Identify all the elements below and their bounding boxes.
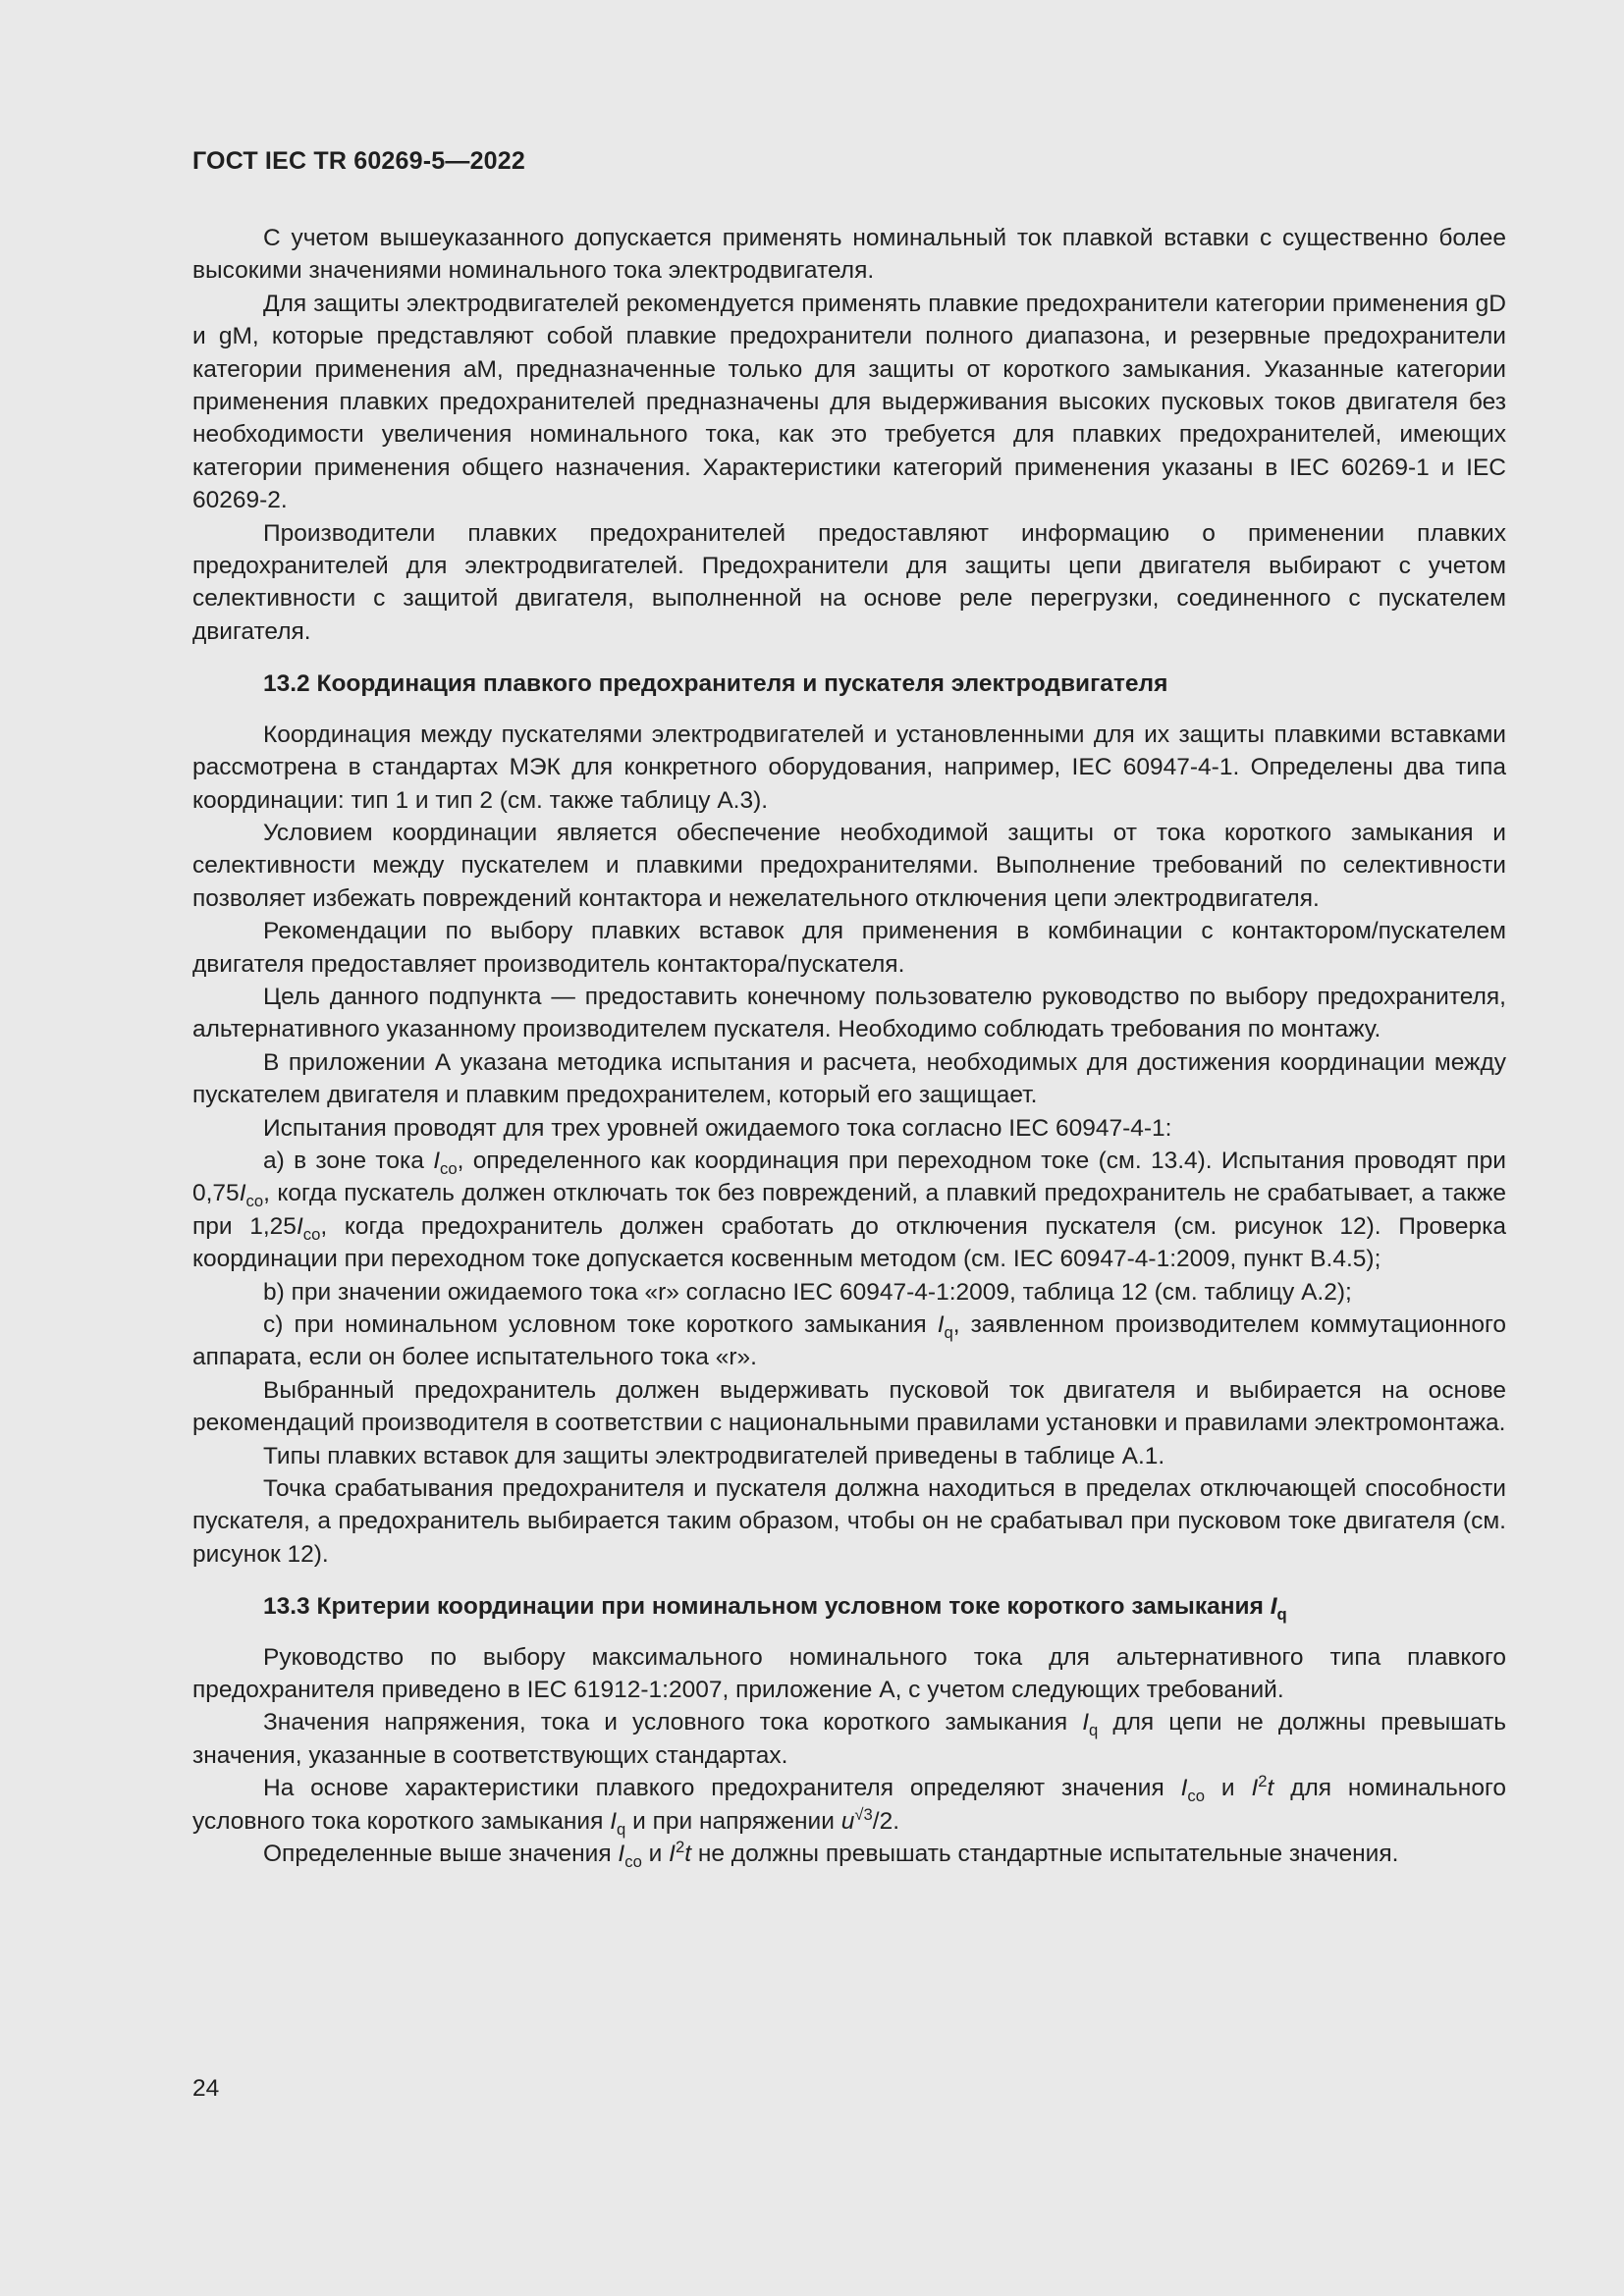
paragraph: Выбранный предохранитель должен выдерживать пусковой ток двигателя и выбирается на основе рекомендаций производителя в соответствии с национальными правилами установки и правилами электромонтажа. bbox=[192, 1376, 1506, 1437]
list-item-b: b) при значении ожидаемого тока «r» согласно IEC 60947-4-1:2009, таблица 12 (см. таблицу А.2); bbox=[263, 1278, 1352, 1306]
paragraph: Условием координации является обеспечение необходимой защиты от тока короткого замыкания и селективности между пускателем и плавкими предохранителями. Выполнение требований по селективности позволяет избежать повреждений контактора и нежелательного отключения цепи электродвигателя. bbox=[192, 819, 1506, 912]
section-heading-13-3: 13.3 Критерии координации при номинальном условном токе короткого замыкания $I_q$ bbox=[263, 1593, 1287, 1625]
paragraph: Рекомендации по выбору плавких вставок для применения в комбинации с контактором/пускателем двигателя предоставляет производитель контактора/пускателя. bbox=[192, 918, 1506, 978]
paragraph: Точка срабатывания предохранителя и пускателя должна находиться в пределах отключающей способности пускателя, а предохранитель выбирается таким образом, чтобы он не срабатывал при пусковом токе двигателя (см. рисунок 12). bbox=[192, 1475, 1506, 1568]
list-item-a: а) в зоне тока $I_{co}$, определенного как координация при переходном токе (см. 13.4). Испытания проводят при $0,75I_{co}$, когда пускатель должен отключать ток без повреждений, а плавкий предохранитель не срабатывает, а также при $1,25I_{co}$, когда предохранитель должен сработать до отключения пускателя (см. рисунок 12). Проверка координации при переходном токе допускается косвенным методом (см. IEC 60947-4-1:2009, пункт В.4.5); bbox=[192, 1147, 1506, 1273]
paragraph: Типы плавких вставок для защиты электродвигателей приведены в таблице А.1. bbox=[263, 1442, 1165, 1469]
document-header: ГОСТ IEC TR 60269-5—2022 bbox=[192, 147, 525, 175]
document-body bbox=[192, 222, 1506, 1871]
paragraph: С учетом вышеуказанного допускается применять номинальный ток плавкой вставки с существенно более высокими значениями номинального тока электродвигателя. bbox=[192, 225, 1506, 285]
paragraph: Руководство по выбору максимального номинального тока для альтернативного типа плавкого предохранителя приведено в IEC 61912-1:2007, приложение А, с учетом следующих требований. bbox=[192, 1643, 1506, 1704]
paragraph: Производители плавких предохранителей предоставляют информацию о применении плавких предохранителей для электродвигателей. Предохранители для защиты цепи двигателя выбирают с учетом селективности с защитой двигателя, выполненной на основе реле перегрузки, соединенного с пускателем двигателя. bbox=[192, 519, 1506, 645]
paragraph: Координация между пускателями электродвигателей и установленными для их защиты плавкими вставками рассмотрена в стандартах МЭК для конкретного оборудования, например, IEC 60947-4-1. Определены два типа координации: тип 1 и тип 2 (см. также таблицу А.3). bbox=[192, 721, 1506, 814]
list-item-c: с) при номинальном условном токе короткого замыкания $I_q$, заявленном производителем коммутационного аппарата, если он более испытательного тока «r». bbox=[192, 1311, 1506, 1371]
paragraph: В приложении А указана методика испытания и расчета, необходимых для достижения координации между пускателем двигателя и плавким предохранителем, который его защищает. bbox=[192, 1048, 1506, 1109]
paragraph: Цель данного подпункта — предоставить конечному пользователю руководство по выбору предохранителя, альтернативного указанному производителем пускателя. Необходимо соблюдать требования по монтажу. bbox=[192, 983, 1506, 1043]
symbol-I: I bbox=[433, 1147, 440, 1174]
paragraph: Для защиты электродвигателей рекомендуется применять плавкие предохранители категории применения gD и gM, которые представляют собой плавкие предохранители полного диапазона, и резервные предохранители категории применения aM, предназначенные только для защиты от короткого замыкания. Указанные категории применения плавких предохранителей предназначены для выдерживания высоких пусковых токов двигателя без необходимости увеличения номинального тока, как это требуется для плавких предохранителей, имеющих категории применения общего назначения. Характеристики категорий применения указаны в IEC 60269-1 и IEC 60269-2. bbox=[192, 290, 1506, 514]
section-heading-13-2: 13.2 Координация плавкого предохранителя и пускателя электродвигателя bbox=[263, 670, 1168, 698]
paragraph: Определенные выше значения $I_{co}$ и $I^2t$ не должны превышать стандартные испытательные значения. bbox=[263, 1837, 1399, 1871]
page-number: 24 bbox=[192, 2075, 220, 2102]
paragraph: На основе характеристики плавкого предохранителя определяют значения $I_{co}$ и $I^2t$ для номинального условного тока короткого замыкания $I_q$ и при напряжении $u^{√3}/2$. bbox=[192, 1772, 1506, 1839]
paragraph: Испытания проводят для трех уровней ожидаемого тока согласно IEC 60947-4-1: bbox=[263, 1114, 1172, 1142]
paragraph: Значения напряжения, тока и условного тока короткого замыкания $I_q$ для цепи не должны превышать значения, указанные в соответствующих стандартах. bbox=[192, 1709, 1506, 1769]
